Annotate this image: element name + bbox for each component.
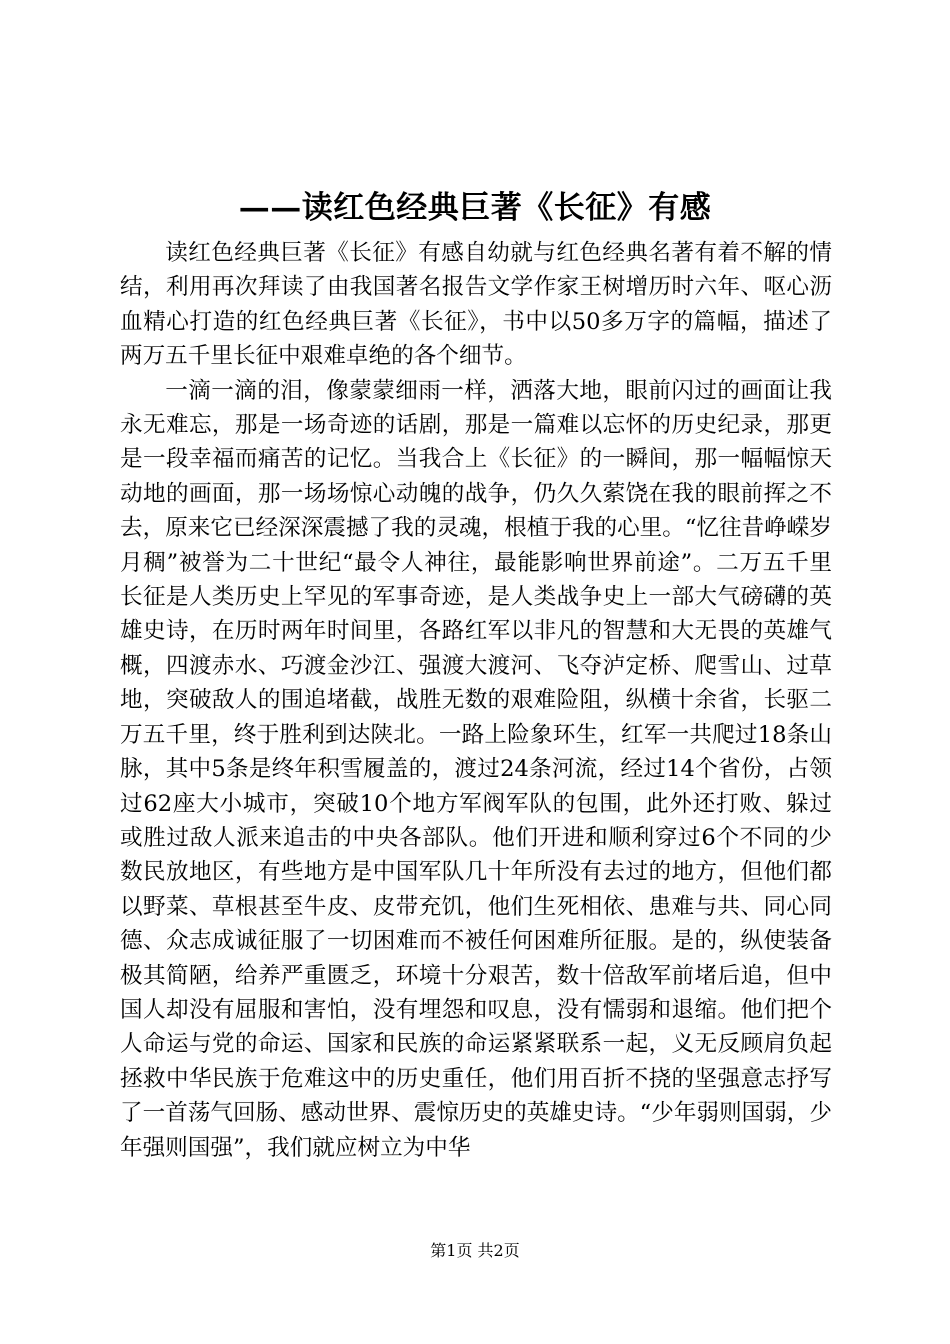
document-title: ——读红色经典巨著《长征》有感 — [238, 190, 712, 226]
paragraph-1: 读红色经典巨著《长征》有感自幼就与红色经典名著有着不解的情结，利用再次拜读了由我国著名报告文学作家王树增历时六年、呕心沥血精心打造的红色经典巨著《长征》，书中以50多万字的篇幅，描述了两万五千里长征中艰难卓绝的各个细节。 — [120, 240, 832, 370]
document-body — [120, 236, 832, 1165]
paragraph-2: 一滴一滴的泪，像蒙蒙细雨一样，洒落大地，眼前闪过的画面让我永无难忘，那是一场奇迹的话剧，那是一篇难以忘怀的历史纪录，那更是一段幸福而痛苦的记忆。当我合上《长征》的一瞬间，那一幅幅惊天动地的画面，那一场场惊心动魄的战争，仍久久萦饶在我的眼前挥之不去，原来它已经深深震撼了我的灵魂，根植于我的心里。“忆往昔峥嵘岁月稠”被誉为二十世纪“最令人神往，最能影响世界前途”。二万五千里长征是人类历史上罕见的军事奇迹，是人类战争史上一部大气磅礴的英雄史诗，在历时两年时间里，各路红军以非凡的智慧和大无畏的英雄气概，四渡赤水、巧渡金沙江、强渡大渡河、飞夺泸定桥、爬雪山、过草地，突破敌人的围追堵截，战胜无数的艰难险阻，纵横十余省，长驱二万五千里，终于胜利到达陕北。一路上险象环生，红军一共爬过18条山脉，其中5条是终年积雪履盖的，渡过24条河流，经过14个省份，占领过62座大小城市，突破10个地方军阀军队的包围，此外还打败、躲过或胜过敌人派来追击的中央各部队。他们开进和顺利穿过6个不同的少数民放地区，有些地方是中国军队几十年所没有去过的地方，但他们都以野菜、草根甚至牛皮、皮带充饥，他们生死相依、患难与共、同心同德、众志成诚征服了一切困难而不被任何困难所征服。是的，纵使装备极其简陋，给养严重匮乏，环境十分艰苦，数十倍敌军前堵后追，但中国人却没有屈服和害怕，没有埋怨和叹息，没有懦弱和退缩。他们把个人命运与党的命运、国家和民族的命运紧紧联系一起，义无反顾肩负起拯救中华民族于危难这中的历史重任，他们用百折不挠的坚强意志抒写了一首荡气回肠、感动世界、震惊历史的英雄史诗。“少年弱则国弱，少年强则国强”，我们就应树立为中华 — [120, 377, 832, 1161]
page-footer: 第1页 共2页 — [430, 1241, 520, 1260]
